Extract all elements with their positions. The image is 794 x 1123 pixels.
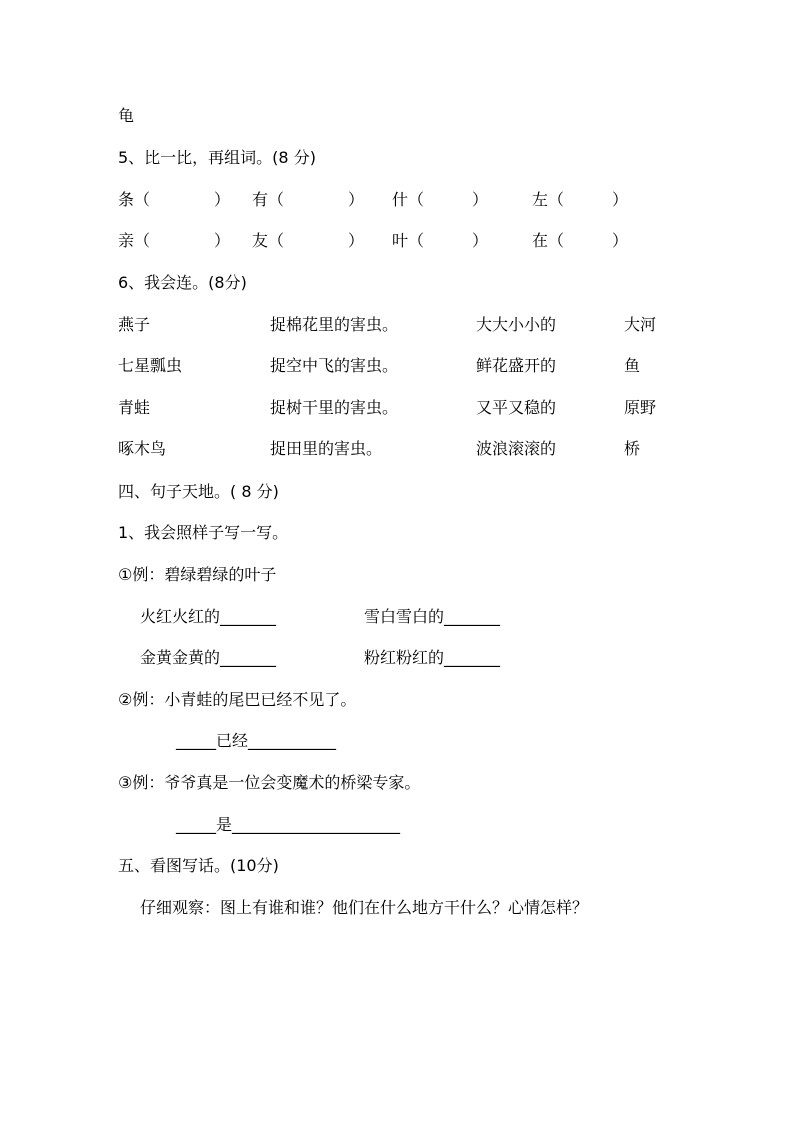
q6-action: 捉棉花里的害虫。: [270, 315, 399, 334]
q6-action: 捉空中飞的害虫。: [270, 356, 399, 375]
q5-item: 有（ ）: [252, 190, 365, 209]
q6-animal: 青蛙: [118, 398, 151, 417]
q5-title: 5、比一比，再组词。(8 分): [118, 148, 316, 167]
q5-item: 在（ ）: [532, 231, 629, 250]
fill-blank-item: 粉红粉红的_______: [364, 648, 501, 667]
fill-blank-item: 金黄金黄的_______: [140, 648, 277, 667]
q6-modifier: 又平又稳的: [476, 398, 557, 417]
q6-animal: 七星瓢虫: [118, 356, 183, 375]
q6-title: 6、我会连。(8分): [118, 273, 247, 292]
q5-item: 友（ ）: [252, 231, 365, 250]
q6-noun: 鱼: [624, 356, 641, 375]
q5-item: 亲（ ）: [118, 231, 231, 250]
example-2: ②例：小青蛙的尾巴已经不见了。: [118, 690, 357, 709]
q6-action: 捉树干里的害虫。: [270, 398, 399, 417]
q6-modifier: 大大小小的: [476, 315, 557, 334]
q5-item: 什（ ）: [392, 190, 489, 209]
example-3: ③例：爷爷真是一位会变魔术的桥梁专家。: [118, 773, 421, 792]
q6-action: 捉田里的害虫。: [270, 439, 383, 458]
q6-noun: 原野: [624, 398, 657, 417]
fill-blank-item: 雪白雪白的_______: [364, 607, 501, 626]
q6-noun: 大河: [624, 315, 657, 334]
example-1: ①例：碧绿碧绿的叶子: [118, 565, 277, 584]
q6-animal: 啄木鸟: [118, 439, 167, 458]
q5-item: 叶（ ）: [392, 231, 489, 250]
q5-item: 条（ ）: [118, 190, 231, 209]
section-five-title: 五、看图写话。(10分): [118, 856, 279, 875]
q5-item: 左（ ）: [532, 190, 629, 209]
example-2-blank: _____已经___________: [176, 731, 337, 750]
q6-modifier: 鲜花盛开的: [476, 356, 557, 375]
q6-modifier: 波浪滚滚的: [476, 439, 557, 458]
fill-blank-item: 火红火红的_______: [140, 607, 277, 626]
leftover-character: 龟: [118, 106, 135, 125]
q6-animal: 燕子: [118, 315, 151, 334]
example-3-blank: _____是_____________________: [176, 815, 401, 834]
s4-q1-title: 1、我会照样子写一写。: [118, 523, 289, 542]
picture-writing-prompt: 仔细观察：图上有谁和谁？他们在什么地方干什么？心情怎样？: [140, 898, 589, 917]
section-four-title: 四、句子天地。( 8 分): [118, 482, 279, 501]
q6-noun: 桥: [624, 439, 641, 458]
